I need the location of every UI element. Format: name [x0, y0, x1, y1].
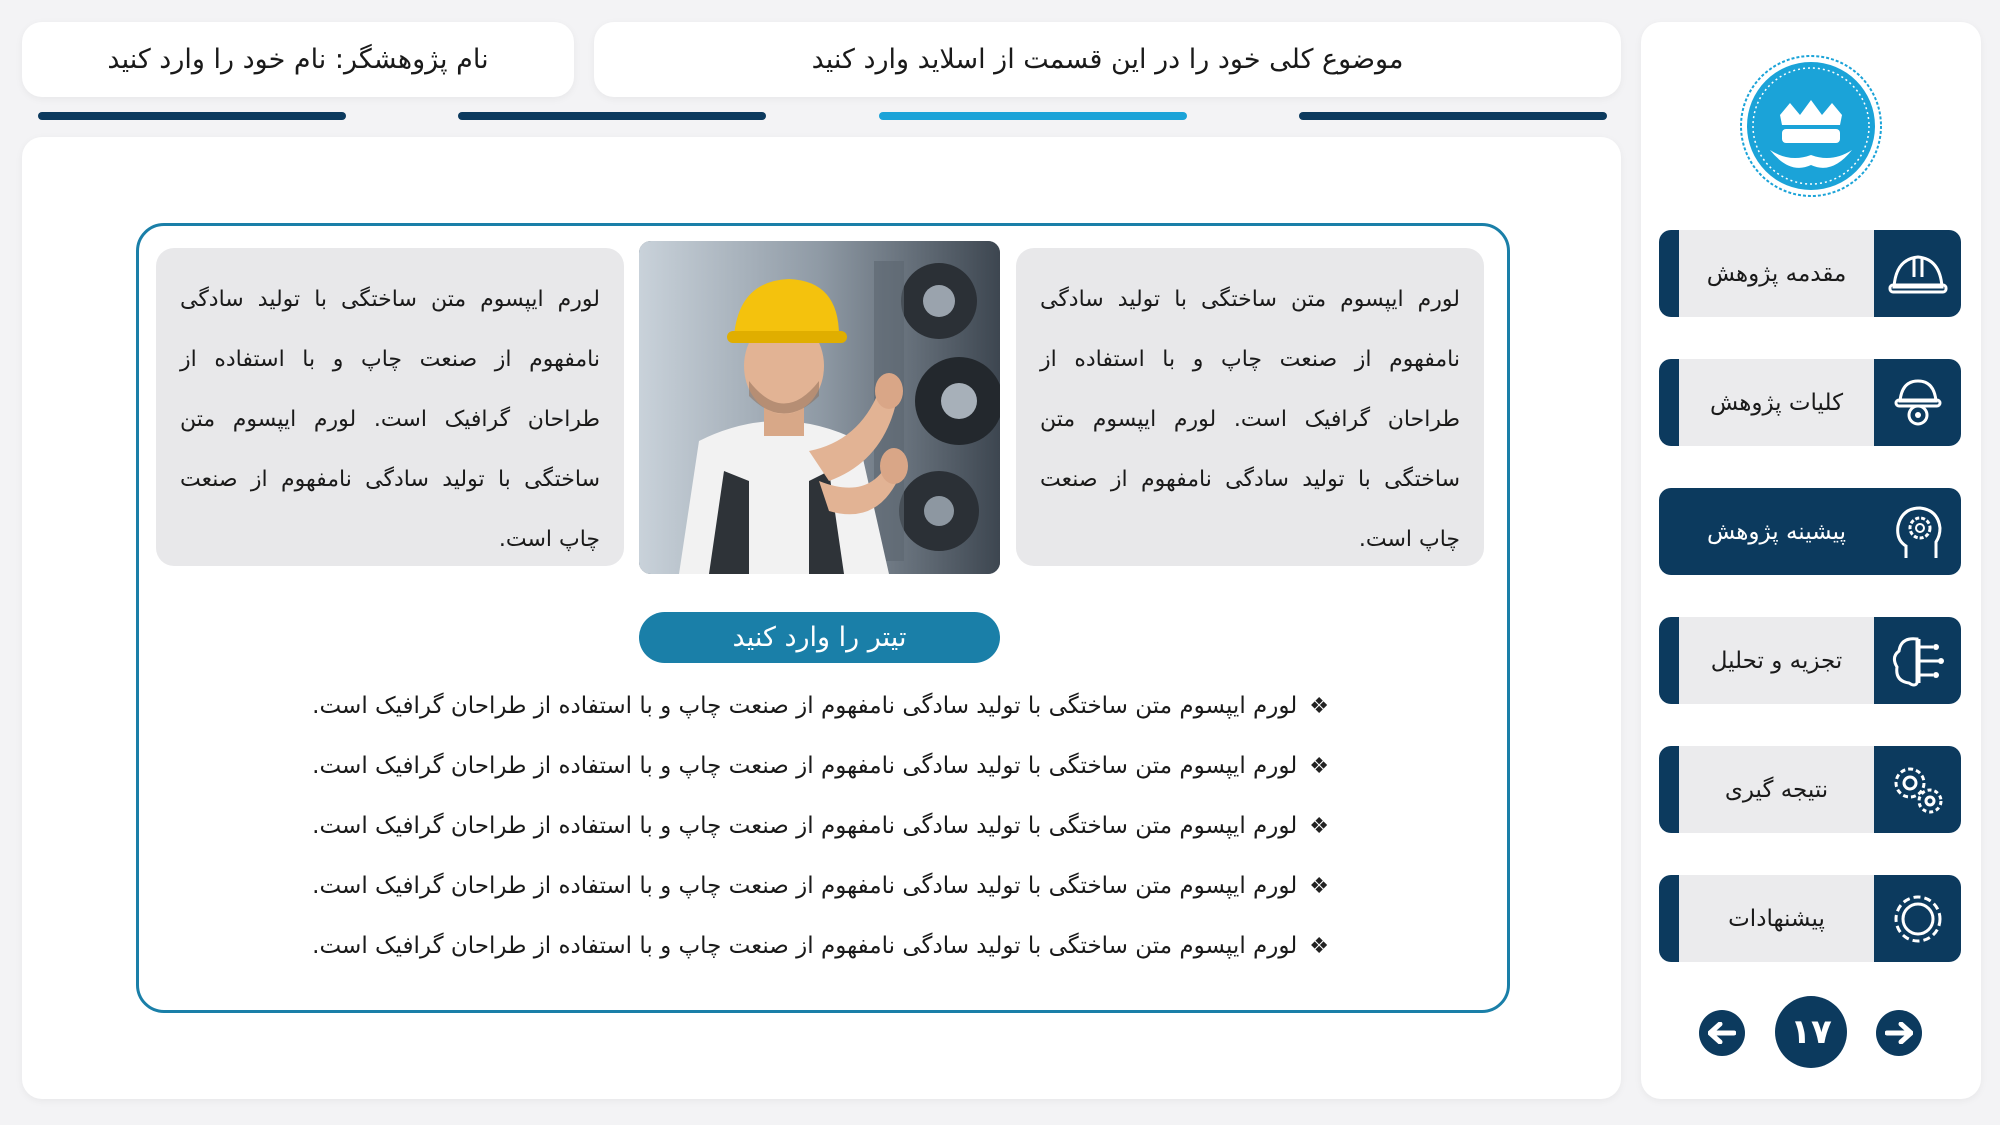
bullet-list	[259, 676, 1329, 976]
sidebar-item-label: نتیجه گیری	[1679, 746, 1874, 833]
university-logo	[1740, 55, 1882, 197]
sidebar-item-label: تجزیه و تحلیل	[1679, 617, 1874, 704]
bullet-text: لورم ایپسوم متن ساختگی با تولید سادگی نامفهوم از صنعت چاپ و با استفاده از طراحان گرافیک است.	[312, 933, 1298, 959]
content-frame	[136, 223, 1510, 1013]
worker-photo	[639, 241, 1000, 574]
step-indicator-4	[38, 112, 346, 120]
next-slide-button[interactable]	[1876, 1010, 1922, 1056]
head-gear-icon	[1874, 488, 1961, 575]
diamond-bullet-icon: ❖	[1309, 873, 1329, 899]
sidebar-item-suggestions[interactable]	[1659, 875, 1961, 962]
bullet-text: لورم ایپسوم متن ساختگی با تولید سادگی نامفهوم از صنعت چاپ و با استفاده از طراحان گرافیک است.	[312, 873, 1298, 899]
gears-icon	[1874, 746, 1961, 833]
main-content-card	[22, 137, 1621, 1099]
text-panel-right	[1016, 248, 1484, 566]
sidebar-item-label: پیشینه پژوهش	[1679, 488, 1874, 575]
sidebar-item-analysis[interactable]	[1659, 617, 1961, 704]
diamond-bullet-icon: ❖	[1309, 693, 1329, 719]
page-number-text: ۱۷	[1790, 1012, 1832, 1052]
list-item	[259, 676, 1329, 736]
text-panel-left	[156, 248, 624, 566]
list-item	[259, 916, 1329, 976]
sidebar-item-label: کلیات پژوهش	[1679, 359, 1874, 446]
step-indicator-2-active	[879, 112, 1187, 120]
researcher-name: نام پژوهشگر: نام خود را وارد کنید	[107, 44, 489, 75]
sidebar-item-literature-review[interactable]	[1659, 488, 1961, 575]
arrow-left-icon	[1708, 1022, 1736, 1044]
brain-circuit-icon	[1874, 617, 1961, 704]
gear-icon	[1874, 875, 1961, 962]
researcher-name-box	[22, 22, 574, 97]
list-item	[259, 796, 1329, 856]
sidebar-item-label: پیشنهادات	[1679, 875, 1874, 962]
diamond-bullet-icon: ❖	[1309, 753, 1329, 779]
list-item	[259, 856, 1329, 916]
worker-gear-icon	[1874, 359, 1961, 446]
diamond-bullet-icon: ❖	[1309, 933, 1329, 959]
bullet-text: لورم ایپسوم متن ساختگی با تولید سادگی نامفهوم از صنعت چاپ و با استفاده از طراحان گرافیک است.	[312, 753, 1298, 779]
slide-topic-box	[594, 22, 1621, 97]
sidebar-item-conclusion[interactable]	[1659, 746, 1961, 833]
bullet-text: لورم ایپسوم متن ساختگی با تولید سادگی نامفهوم از صنعت چاپ و با استفاده از طراحان گرافیک است.	[312, 813, 1298, 839]
step-indicator-3	[458, 112, 766, 120]
arrow-right-icon	[1885, 1022, 1913, 1044]
hardhat-icon	[1874, 230, 1961, 317]
sidebar-item-introduction[interactable]	[1659, 230, 1961, 317]
slide-topic: موضوع کلی خود را در این قسمت از اسلاید وارد کنید	[811, 44, 1404, 75]
diamond-bullet-icon: ❖	[1309, 813, 1329, 839]
sidebar-item-generalities[interactable]	[1659, 359, 1961, 446]
page-number	[1775, 996, 1847, 1068]
text-panel-left-body: لورم ایپسوم متن ساختگی با تولید سادگی نامفهوم از صنعت چاپ و با استفاده از طراحان گرافیک است. لورم ایپسوم متن ساختگی با تولید سادگی نامفهوم از صنعت چاپ است.	[180, 287, 600, 552]
sidebar	[1641, 22, 1981, 1099]
section-title: تیتر را وارد کنید	[732, 622, 907, 653]
text-panel-right-body: لورم ایپسوم متن ساختگی با تولید سادگی نامفهوم از صنعت چاپ و با استفاده از طراحان گرافیک است. لورم ایپسوم متن ساختگی با تولید سادگی نامفهوم از صنعت چاپ است.	[1040, 287, 1460, 552]
step-indicator-1	[1299, 112, 1607, 120]
list-item	[259, 736, 1329, 796]
sidebar-item-label: مقدمه پژوهش	[1679, 230, 1874, 317]
prev-slide-button[interactable]	[1699, 1010, 1745, 1056]
section-title-pill	[639, 612, 1000, 663]
bullet-text: لورم ایپسوم متن ساختگی با تولید سادگی نامفهوم از صنعت چاپ و با استفاده از طراحان گرافیک است.	[312, 693, 1298, 719]
